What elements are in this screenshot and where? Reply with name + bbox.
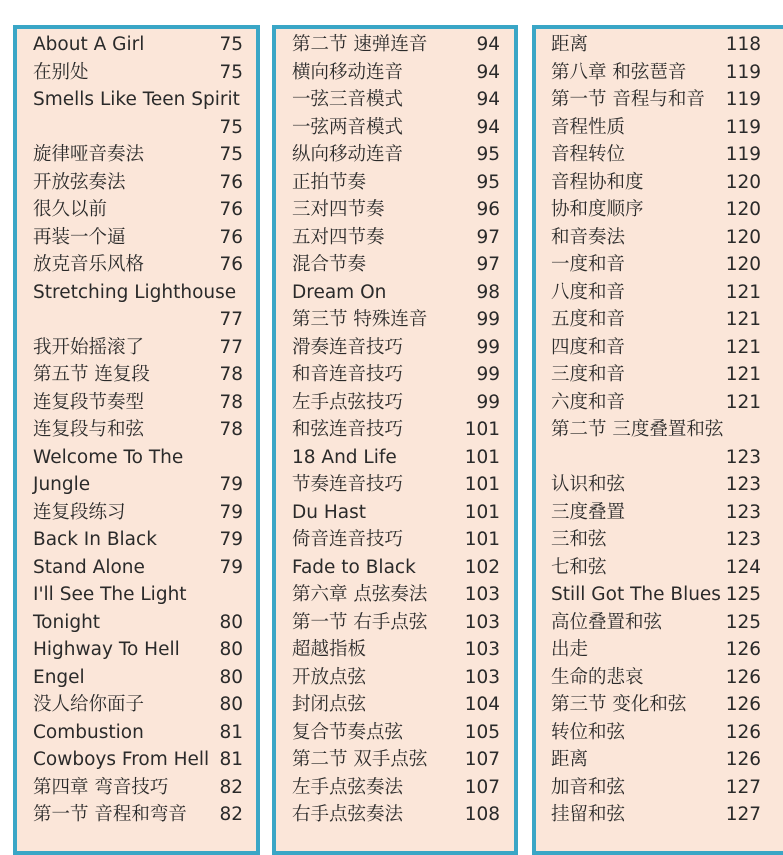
toc-entry-page: 80 [219,639,243,660]
toc-entry[interactable] [292,691,500,719]
toc-entry[interactable] [33,389,243,417]
toc-entry[interactable] [551,334,761,362]
toc-entry-page: 94 [476,89,500,110]
toc-entry[interactable] [292,801,500,829]
toc-column-1 [13,25,260,855]
toc-entry-title: 加音和弦 [551,776,626,798]
toc-entry[interactable] [551,416,761,444]
toc-entry[interactable] [33,361,243,389]
toc-entry[interactable] [33,86,243,114]
toc-entry-page: 76 [219,171,243,193]
toc-entry[interactable] [292,499,500,527]
toc-entry-page: 94 [476,116,500,138]
toc-entry-title: 五对四节奏 [292,226,385,248]
toc-entry-page: 120 [725,226,761,248]
toc-entry[interactable] [551,279,761,307]
toc-entry-title: 高位叠置和弦 [551,611,663,633]
toc-entry[interactable] [33,691,243,719]
toc-entry-page: 81 [219,721,243,743]
toc-entry[interactable] [292,31,500,59]
toc-entry[interactable] [551,746,761,774]
toc-entry-page: 121 [725,281,761,303]
toc-entry-title: 第一节 音程与和音 [551,89,705,110]
toc-entry[interactable] [292,86,500,114]
toc-entry[interactable] [551,774,761,802]
toc-entry-title: 倚音连音技巧 [292,529,404,550]
toc-entry-page: 98 [476,281,500,303]
toc-entry[interactable] [551,691,761,719]
toc-entry[interactable] [292,224,500,252]
toc-entry-page: 80 [219,611,243,633]
toc-entry[interactable] [292,279,500,307]
toc-entry[interactable] [551,224,761,252]
toc-entry[interactable] [33,59,243,87]
toc-entry-title: 第二节 双手点弦 [292,749,428,770]
toc-entry-page: 82 [219,776,243,798]
toc-entry-title: 正拍节奏 [292,171,367,193]
toc-entry-title: 音程转位 [551,144,626,165]
toc-entry-page: 127 [725,804,761,825]
toc-entry-page: 125 [725,584,761,605]
toc-entry-title: About A Girl [33,34,145,55]
toc-entry-title: 出走 [551,639,589,660]
toc-entry-page: 126 [725,721,761,743]
toc-entry-page: 107 [464,749,500,770]
toc-entry[interactable] [33,224,243,252]
toc-entry-page: 127 [725,776,761,798]
toc-entry-title: 三度叠置 [551,501,626,523]
toc-entry-title: 节奏连音技巧 [292,474,404,495]
toc-entry[interactable] [292,389,500,417]
toc-entry[interactable] [292,114,500,142]
toc-entry-page: 126 [725,749,761,770]
toc-entry[interactable] [33,801,243,829]
toc-entry[interactable] [551,554,761,582]
toc-entry[interactable] [33,746,243,774]
toc-entry-page: 120 [725,171,761,193]
toc-entry-page: 121 [725,309,761,330]
toc-entry[interactable] [551,114,761,142]
toc-entry-title: 音程性质 [551,116,626,138]
toc-entry-page: 75 [219,116,243,138]
toc-entry[interactable] [551,59,761,87]
toc-entry[interactable] [33,774,243,802]
toc-entry-page: 76 [219,199,243,220]
toc-entry-title: 没人给你面子 [33,694,145,715]
toc-entry[interactable] [292,59,500,87]
toc-entry-title: 混合节奏 [292,254,367,275]
toc-entry-title: 开放点弦 [292,666,367,688]
toc-entry-page: 97 [476,226,500,248]
toc-entry[interactable] [292,774,500,802]
toc-entry[interactable] [33,554,243,582]
toc-entry-page: 118 [725,34,761,55]
toc-entry-title: 三和弦 [551,529,607,550]
toc-entry[interactable] [33,609,243,637]
toc-entry[interactable] [292,581,500,609]
toc-entry[interactable] [551,664,761,692]
toc-entry-title: Stand Alone [33,556,145,578]
toc-entry[interactable] [551,169,761,197]
toc-entry[interactable] [551,141,761,169]
toc-entry-title: Smells Like Teen Spirit [33,89,240,110]
toc-entry-title: 连复段练习 [33,501,126,523]
toc-entry[interactable] [292,471,500,499]
toc-entry-page: 75 [219,61,243,83]
toc-entry-title: 连复段节奏型 [33,391,145,413]
toc-entry-title: 第二节 三度叠置和弦 [551,419,724,440]
toc-entry-page: 108 [464,804,500,825]
toc-entry-title: 再装一个逼 [33,226,126,248]
toc-entry[interactable] [33,581,243,609]
toc-entry-title: 三对四节奏 [292,199,385,220]
toc-entry-page: 103 [464,584,500,605]
toc-entry-page: 102 [464,556,500,578]
toc-entry-page: 79 [219,501,243,523]
toc-entry[interactable] [33,31,243,59]
toc-entry-page: 119 [725,61,761,83]
toc-entry-title: Fade to Black [292,556,416,578]
toc-entry[interactable] [33,334,243,362]
toc-entry[interactable] [292,526,500,554]
toc-entry-title: 第三节 变化和弦 [551,694,687,715]
toc-entry-title: 四度和音 [551,336,626,358]
toc-entry-page: 101 [464,419,500,440]
toc-entry[interactable] [551,801,761,829]
toc-entry-title: 和弦连音技巧 [292,419,404,440]
toc-entry[interactable] [292,169,500,197]
toc-entry[interactable] [551,196,761,224]
toc-entry-title: 转位和弦 [551,721,626,743]
toc-entry-title: 右手点弦奏法 [292,804,404,825]
toc-entry[interactable] [292,334,500,362]
toc-entry[interactable] [551,471,761,499]
toc-list [536,29,783,829]
toc-column-2 [272,25,518,855]
toc-entry-title: Tonight [33,611,101,633]
toc-entry-title: 和音奏法 [551,226,626,248]
toc-entry-title: 复合节奏点弦 [292,721,404,743]
toc-entry-page: 101 [464,529,500,550]
toc-entry[interactable] [292,719,500,747]
toc-entry-page: 107 [464,776,500,798]
toc-entry[interactable] [551,361,761,389]
toc-entry[interactable] [292,361,500,389]
toc-entry[interactable] [292,306,500,334]
toc-entry-page: 80 [219,666,243,688]
toc-entry-page: 101 [464,446,500,468]
toc-entry-title: 八度和音 [551,281,626,303]
toc-entry-page: 77 [219,309,243,330]
toc-entry-page: 78 [219,364,243,385]
toc-entry[interactable] [33,636,243,664]
toc-entry-title: 第三节 特殊连音 [292,309,428,330]
toc-entry-page: 126 [725,666,761,688]
toc-entry-title: 第五节 连复段 [33,364,150,385]
toc-entry[interactable] [551,719,761,747]
toc-entry-page: 101 [464,474,500,495]
toc-entry-title: Engel [33,666,85,688]
toc-entry-title: 一弦三音模式 [292,89,404,110]
toc-entry-title: 第四章 弯音技巧 [33,776,169,798]
toc-entry[interactable] [33,499,243,527]
toc-entry-title: 一度和音 [551,254,626,275]
toc-entry-title: I'll See The Light [33,584,187,605]
toc-entry-page: 80 [219,694,243,715]
toc-entry-page: 94 [476,34,500,55]
toc-entry[interactable] [292,251,500,279]
toc-entry[interactable] [292,609,500,637]
toc-entry-page: 105 [464,721,500,743]
toc-entry[interactable] [292,636,500,664]
toc-entry-page: 77 [219,336,243,358]
toc-entry-page: 126 [725,694,761,715]
toc-list [17,29,256,829]
toc-entry-page: 120 [725,199,761,220]
toc-entry-page: 123 [725,529,761,550]
toc-entry-title: 五度和音 [551,309,626,330]
toc-entry-page: 95 [476,144,500,165]
toc-entry[interactable] [551,581,761,609]
toc-entry-page: 76 [219,254,243,275]
toc-column-3 [532,25,783,855]
toc-entry-page: 75 [219,34,243,55]
toc-entry[interactable] [551,526,761,554]
toc-entry-title: 横向移动连音 [292,61,404,83]
toc-entry-page: 101 [464,501,500,523]
toc-entry[interactable] [33,169,243,197]
toc-entry[interactable] [292,444,500,472]
toc-entry-title: 协和度顺序 [551,199,644,220]
toc-entry-page: 79 [219,474,243,495]
toc-entry[interactable] [33,141,243,169]
toc-entry-page: 120 [725,254,761,275]
toc-entry[interactable] [33,306,243,334]
toc-entry-title: 连复段与和弦 [33,419,145,440]
toc-entry-title: 旋律哑音奏法 [33,144,145,165]
toc-entry-title: Combustion [33,721,144,743]
toc-entry[interactable] [33,279,243,307]
toc-entry-page: 103 [464,666,500,688]
toc-entry-page: 76 [219,226,243,248]
toc-entry-page: 97 [476,254,500,275]
toc-entry-page: 95 [476,171,500,193]
toc-entry-title: 第一节 右手点弦 [292,611,428,633]
toc-entry-title: 和音连音技巧 [292,364,404,385]
toc-entry-title: 18 And Life [292,446,397,468]
toc-entry[interactable] [33,719,243,747]
toc-entry-title: Cowboys From Hell [33,749,210,770]
toc-entry-page: 78 [219,419,243,440]
toc-entry-page: 79 [219,529,243,550]
toc-entry-page: 125 [725,611,761,633]
toc-entry-page: 123 [725,501,761,523]
toc-entry-title: 纵向移动连音 [292,144,404,165]
toc-entry[interactable] [551,444,761,472]
toc-entry-title: 第二节 速弹连音 [292,34,428,55]
toc-entry-title: 距离 [551,749,589,770]
toc-entry[interactable] [551,389,761,417]
toc-entry[interactable] [551,86,761,114]
toc-entry-page: 103 [464,611,500,633]
toc-entry-title: 第八章 和弦琶音 [551,61,687,83]
toc-entry-title: 音程协和度 [551,171,644,193]
toc-entry-title: 在别处 [33,61,89,83]
toc-entry-page: 119 [725,144,761,165]
toc-entry[interactable] [292,196,500,224]
toc-entry-title: Du Hast [292,501,366,523]
toc-entry[interactable] [33,526,243,554]
toc-entry-title: Dream On [292,281,387,303]
toc-entry[interactable] [292,746,500,774]
toc-entry-title: 开放弦奏法 [33,171,126,193]
toc-entry-title: 挂留和弦 [551,804,626,825]
toc-entry[interactable] [33,444,243,472]
toc-entry-page: 123 [725,474,761,495]
toc-entry[interactable] [551,636,761,664]
toc-entry-title: 超越指板 [292,639,367,660]
toc-entry-title: 第一节 音程和弯音 [33,804,187,825]
toc-entry-title: Still Got The Blues [551,584,721,605]
toc-entry[interactable] [551,251,761,279]
toc-entry[interactable] [551,31,761,59]
toc-entry-page: 96 [476,199,500,220]
toc-entry-page: 99 [476,309,500,330]
toc-entry[interactable] [551,609,761,637]
toc-entry-title: Jungle [33,474,91,495]
toc-entry-title: 左手点弦奏法 [292,776,404,798]
toc-entry-page: 119 [725,116,761,138]
toc-entry-page: 78 [219,391,243,413]
toc-entry-title: Stretching Lighthouse [33,281,237,303]
toc-entry-page: 99 [476,336,500,358]
toc-entry-page: 75 [219,144,243,165]
toc-entry-page: 94 [476,61,500,83]
toc-entry-page: 99 [476,391,500,413]
toc-entry[interactable] [33,416,243,444]
toc-entry-page: 79 [219,556,243,578]
toc-entry-title: Highway To Hell [33,639,180,660]
toc-entry[interactable] [33,251,243,279]
toc-entry-title: 封闭点弦 [292,694,367,715]
toc-entry-page: 104 [464,694,500,715]
toc-entry-title: 认识和弦 [551,474,626,495]
toc-entry-page: 121 [725,391,761,413]
toc-entry-title: 第六章 点弦奏法 [292,584,428,605]
toc-entry-page: 82 [219,804,243,825]
toc-entry-page: 123 [725,446,761,468]
toc-entry-page: 103 [464,639,500,660]
toc-entry-page: 126 [725,639,761,660]
toc-entry-title: Back In Black [33,529,157,550]
toc-entry[interactable] [292,664,500,692]
toc-entry[interactable] [33,196,243,224]
toc-entry[interactable] [33,471,243,499]
toc-entry-page: 124 [725,556,761,578]
toc-entry-title: Welcome To The [33,446,184,468]
toc-entry[interactable] [292,416,500,444]
toc-entry-title: 生命的悲哀 [551,666,644,688]
toc-entry-title: 三度和音 [551,364,626,385]
toc-entry-page: 119 [725,89,761,110]
toc-entry-title: 六度和音 [551,391,626,413]
toc-entry-title: 我开始摇滚了 [33,336,145,358]
toc-entry[interactable] [292,554,500,582]
toc-entry-title: 七和弦 [551,556,607,578]
toc-entry-page: 121 [725,364,761,385]
toc-entry-title: 放克音乐风格 [33,254,145,275]
toc-entry-title: 很久以前 [33,199,108,220]
toc-list [276,29,514,829]
toc-entry-title: 滑奏连音技巧 [292,336,404,358]
toc-entry[interactable] [292,141,500,169]
toc-entry-title: 距离 [551,34,589,55]
toc-entry-title: 一弦两音模式 [292,116,404,138]
toc-entry[interactable] [33,664,243,692]
toc-entry-page: 121 [725,336,761,358]
toc-entry[interactable] [33,114,243,142]
toc-entry[interactable] [551,499,761,527]
toc-entry[interactable] [551,306,761,334]
toc-entry-title: 左手点弦技巧 [292,391,404,413]
toc-entry-page: 99 [476,364,500,385]
toc-entry-page: 81 [219,749,243,770]
